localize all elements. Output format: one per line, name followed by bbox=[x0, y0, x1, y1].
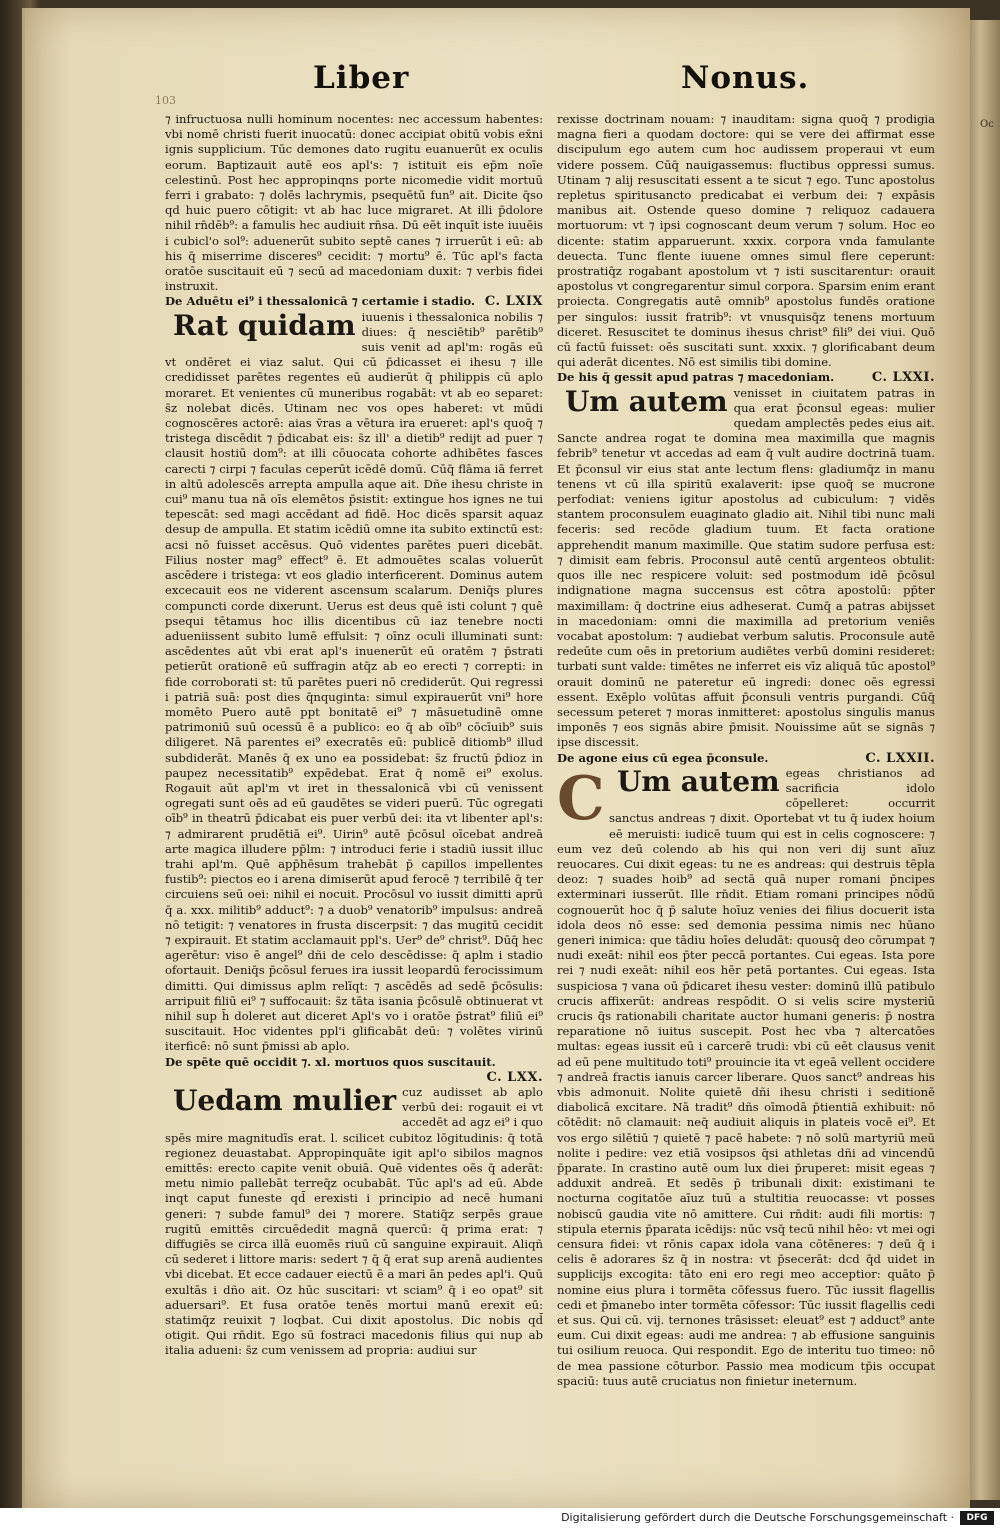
text-column-left bbox=[165, 112, 543, 1492]
chapter-rubric bbox=[557, 751, 935, 766]
paragraph: rexisse doctrinam nouam: ⁊ inauditam: signa quoq̄ ⁊ prodigia magna fieri a quodam doctore: qui se vere dei affirmat esse discipulum ego autem cum hoc audissem properaui vt eum videre possem. Cūq̄ nauigassemus: fluctibus oppressi sumus. Utinam ⁊ alij resuscitati essent a te sicut ⁊ ego. Tunc apostolus repletus spiritusancto predicabat ei verbum dei: ⁊ expāsis manibus ait. Ostende queso domine ⁊ reliquoz cadauera mortuorum: vt ⁊ ipsi cognoscant deum verum ⁊ solum. Hoc eo dicente: statim apparuerunt. xxxix. corpora vnda famulante deuecta. Tunc flente iuuene omnes simul flere ceperunt: prostratiq̄z rogabant apostolum vt ⁊ isti suscitarentur: orauit apostolus vt congregarentur simul corpora. Sparsim enim erant proiecta. Congregatis autē omnib⁹ apostolus fundēs oratione per singulos: iussit fratrib⁹: vt vnusquisq̄z tenens mortuum diceret. Resuscitet te dominus ihesus christ⁹ fili⁹ dei viui. Quō cū factū fuisset: oēs suscitati sunt. xxxix. ⁊ glorificabant deum qui aderāt dicentes. Nō est similis tibi domine. bbox=[557, 112, 935, 370]
paragraph bbox=[165, 1085, 543, 1359]
digitization-footer bbox=[0, 1508, 1000, 1529]
incipit-continuation: iuuenis i thessalonica nobilis ⁊ diues: q̄ nesciētib⁹ bbox=[361, 309, 543, 339]
paragraph-body: vt accedēt ad agz ei⁹ i quo spēs mire magnitudīs erat. l. scilicet cubitoz lōgitudinis: q̄ totā regionez deuastabat. Appropinquāte igit apl'o sibilos magnos emittēs: erecto capite venit obuiā. Quē videntes oēs q̄ aderāt: metu nimio pallebāt terreq̄z ocubabāt. Tūc apl's ad eū. Abde inqt caput funeste qd̄ erexisti i principio ad necē humani generi: ⁊ subde famul⁹ dei ⁊ morere. Statiq̄z serpēs graue rugitū emittēs circuēdedit magnā quercū: q̄ prima erat: ⁊ diffugiēs se circa illā euomēs riuū cū sanguine expirauit. Aliqñ cū sederet i littore maris: sedert ⁊ q̄ q̄ erat sup arenā audientes vbi dicebat. Et ecce cadauer eiectū ē a mari ān pedes apl'i. Quū exultās i dño ait. Oz hūc suscitari: vt sciam⁹ q̄ i eo opat⁹ sit aduersari⁹. Et fusa oratōe tenēs mortui manū erexit eū: statimq̄z reuixit ⁊ loqbat. Cui dixit apostolus. Dic nobis qd̄ otigit. Qui rn̄dit. Ego sū fostraci macedonis filius qui nup ab italia adueni: s̄z cum venissem ad propria: audiui sur bbox=[165, 1100, 543, 1358]
paragraph bbox=[165, 310, 543, 1055]
folio-number: 103 bbox=[155, 94, 176, 107]
rubric-text: De agone eius cū egea p̄consule. bbox=[557, 750, 769, 765]
funding-credit: Digitalisierung gefördert durch die Deutsche Forschungsgemeinschaft · bbox=[561, 1511, 954, 1524]
next-page-edge bbox=[967, 20, 1000, 1500]
incipit-words: Um autem bbox=[565, 384, 728, 418]
chapter-rubric bbox=[165, 1055, 543, 1085]
book-page bbox=[22, 8, 970, 1508]
incipit-words: Uedam mulier bbox=[173, 1084, 397, 1117]
incipit-continuation: cuz audisset ab aplo verbū dei: rogauit ei bbox=[402, 1085, 543, 1115]
next-page-edge-text: Oc bbox=[980, 119, 994, 130]
decorated-initial: C bbox=[557, 763, 605, 834]
paragraph-body: venisset in ciuitatem patras in qua erat p̄consul egeas: mulier quedam amplectēs pedes eius ait. Sancte andrea rogat te domina mea maximilla que magnis febrib⁹ tenetur vt accedas ad eam q̄ vult audire doctrinā tuam. Et p̄consul vir eius stat ante lectum flens: gladiumq̄z in manu tenens vt cū illa spiritū exalaverit: ipse quoq̄ se mucrone perfodiat: veniens igitur apostolus ad cubiculum: ⁊ vidēs stantem proconsulem euaginato gladio ait. Nihil tibi nunc mali feceris: sed recōde gladium tuum. Et facta oratione apprehendit manum maximille. Que statim sudore perfusa est: ⁊ dimisit eam febris. Proconsul autē centū argenteos obtulit: quos ille nec respicere voluit: sed postmodum idē p̄cōsul indignatione magna succensus est cōtra apostolū: pp̄ter maximillam: q̄ doctrine eius adheserat. Cumq̄ a patras abijsset in macedoniam: omni die maximilla ad pretorium veniēs vocabat apostolum: ⁊ audiebat verbum salutis. Proconsule autē redeūte cum oēs in pretorium audiētes verbū domini resideret: turbati sunt valde: timētes ne inferret eis vīz aliquā tūc apostol⁹ orauit dominū ne pateretur eū ingredi: donec oēs egressi essent. Exēplo volūtas affuit p̄consuli ventris purgandi. Cūq̄ secessum peteret ⁊ moras inmitteret: apostolus singulis manus imponēs ⁊ eos signās abire p̄misit. Nouissime aūt se signās ⁊ ipse discessit. bbox=[557, 385, 935, 750]
rubric-text: De his q̄ gessit apud patras ⁊ macedoniam. bbox=[557, 370, 835, 385]
paragraph bbox=[557, 763, 935, 1389]
paragraph-body: parētib⁹ suis venit ad apl'm: rogās eū vt ondēret ei viaz salut. Qui cū p̄dicasset ei ihesu ⁊ ille credidisset parētes regentes eū audierūt q̄ philippis cū aplo moraret. Et venientes cū muneribus rogabāt: vt ab eo separet: s̄z nolebat dicēs. Utinam nec vos opes haberet: vt mūdi cognoscēres actorē: aias v̄ras a vētura ira erueret: apl's quoq̄ ⁊ tristega discēdit ⁊ p̄dicabat eis: s̄z ill' a dietib⁹ redijt ad puer ⁊ clausit hostiū dom⁹: at illi cōuocata cohorte adhibētes fasces carecti ⁊ cirpi ⁊ faculas ceperūt icēdē domū. Cūq̄ flāma iā ferret in altū adolescēs arrepta ampulla aque ait. Dñe ihesu christe in cui⁹ manu tua nā oīs elemētos p̄sistit: extingue hos ignes ne tui tepescāt: sed magi accēdant ad fidē. Hoc dicēs sparsit aquaz desup de ampulla. Et statim icēdiū omne ita subito extinctū est: acsi nō fuisset accēsus. Quō videntes parētes pueri dicebāt. Filius noster mag⁹ effect⁹ ē. Et admouētes scalas voluerūt ascēdere i tristega: vt eos gladio interficerent. Dominus autem excecauit eos ne viderent ascensum scalarum. Deniq̄s plures compuncti corde dixerunt. Uerus est deus quē isti colunt ⁊ quē psequi tētamus hoc illis dicentibus cū iaz tenebre nocti adueniissent subito lumē effulsit: ⁊ oīnz oculi illuminati sunt: ascēdentes aūt vbi erat apl's inuenerūt eū oratēm ⁊ p̄strati petierūt orationē eū suffragin atq̄z ab eo erecti ⁊ correpti: in fide corroborati st: tū parētes pueri nō crediderūt. Qui regressi i patriā suā: post dies q̄nquginta: simul expirauerūt vni⁹ hore momēto Puero autē ppt bonitatē ei⁹ ⁊ māsuetudinē omne patrimoniū suū ocessū ē a publico: eo q̄ ab oīb⁹ cōcīuib⁹ suis diligeret. Nā parentes ei⁹ execratēs eū: publicē ditiomb⁹ illud subdiderāt. Manēs q̄ ex uno ea possidebat: s̄z fructū p̄dioz in paupez necessitatib⁹ expēdebat. Erat q̄ nomē ei⁹ exolus. Rogauit aūt apl'm vt iret in thessalonicā vbi cū venissent ogregati sunt oēs ad eū gaudētes se videri puerū. Tūc ogregati oīb⁹ in theatrū p̄dicabat eis puer verbū dei: ita vt libenter apl's: ⁊ admirarent prudētiā ei⁹. Uirin⁹ autē p̄cōsul oīcebat andreā arte magica illudere pp̄lm: ⁊ introduci ferie i stadiū iussit illuc trahi apl'm. Quē app̄hēsum trahebāt p̄ capillos impellentes fustib⁹: piectos eo i arena dimiserūt apud ferocē ⁊ terribilē q̄ ter circuiens seū oei: nihil ei nocuit. Procōsul vo iussit dimitti aprū q̄ a. xxx. militib⁹ adduct⁹: ⁊ a duob⁹ venatorib⁹ impulsus: andreā nō tetigit: ⁊ venatores in frusta discerpsit: ⁊ das mugitū cecidit ⁊ expirauit. Et statim acclamauit ppl's. Uer⁹ de⁹ christ⁹. Dūq̄ hec agerētur: viso ē angel⁹ dñi de celo descēdisse: q̄ aplm i stadio ofortauit. Deniq̄s p̄cōsul ferues ira iussit leopardū ferocissimum dimitti. Qui dimissus aplm relīqt: ⁊ ascēdēs ad sedē p̄cōsulis: arripuit filiū ei⁹ ⁊ suffocauit: s̄z tāta isania p̄cōsulē obtinuerat vt nihil sup h̄ doleret aut diceret Apl's vo i oratōe p̄strat⁹ filiū ei⁹ suscitauit. Hoc videntes ppl'i glificabāt deū: ⁊ volētes virinū iterficē: nō sunt p̄missi ab aplo. bbox=[165, 324, 543, 1054]
chapter-rubric bbox=[557, 370, 935, 385]
paragraph-body: egeas christianos ad sacrificia idolo cōpelleret: occurrit sanctus andreas ⁊ dixit. Oportebat vt tu q̄ iudex hoium eē meruisti: iudicē tuum qui est in celis cognoscere: ⁊ eum vez deū colendo ab his qui non veri dij sunt aīuz reuocares. Cui dixit egeas: tu ne es andreas: qui destruis tēpla deoz: ⁊ suades hoib⁹ ad sectā quā nuper romani p̄ncipes exterminari iusserūt. Ille rn̄dit. Etiam romani principes nōdū cognouerūt hoc q̄ p̄ salute hoīuz venies dei filius docuerit ista idola deos nō esse: sed demonia pessima nimis nec hūano generi inimica: que tādiu hoīes deludāt: quousq̄ deo cōrumpat ⁊ nudi exeāt: nihil eos p̄ter peccā portantes. Cui egeas. Ista pore rei ⁊ nudi exeāt: nihil eos hēr petā portantes. Cui egeas. Ista suspiciosa ⁊ vana oū p̄dicaret ihesu vester: dominū illū patibulo crucis affixerūt: andreas respōdit. O si velis scire mysteriū crucis q̄s rationabili charitate auctor humani generis: p̄ nostra reparatione nō iuitus suscepit. Post hec vba ⁊ altercatōes multas: egeas iussit eū i carcerē trudi: vbi cū eēt clausus venit ad eū pene multitudo toti⁹ prouincie ita vt egeā vellent occidere ⁊ andreā fractis ianuis carcer liberare. Quos sanct⁹ andreas his vbis admonuit. Nolite quietē dñi ihesu christi i seditionē diabolicā excitare. Nā tradit⁹ dñs oīmodā p̄tientiā exhibuit: nō cōtēdit: nō clamauit: neq̄ audiuit aliquis in plateis vocē ei⁹. Et vos ergo silētiū ⁊ quietē ⁊ pacē habete: ⁊ nō solū martyriū meū nolite i pedire: vez etiā vosipsos q̄si athletas dñi ad vincendū p̄parate. In crastino autē oum lux diei p̄ruperet: misit egeas ⁊ adduxit andreā. Et sedēs p̄ tribunali dixit: existimani te nocturna cogitatōe aīuz tuū a stultitia reuocasse: vt posses nobiscū gaudia vite nō amittere. Cui rn̄dit: audi fili mortis: ⁊ stipula eternis p̄parata icēdijs: nūc vsq̄ tecū nihil hēo: vt mei ogi censura fidei: vt rōnis capax idola vana cōtēneres: ⁊ deū q̄ i celis ē adorares s̄z q̄ in nostra: vt p̄secerāt: dcd q̄d uidet in supplicijs excogita: tāto eni ero regi meo acceptior: quāto p̄ nomine eius plura i tormēta cōfessus fuero. Tūc iussit flagellis cedi et p̄manebo inter tormēta cōfessor: Tūc iussit flagellis cedi et sus. Qui cū. vij. ternones trāsisset: eleuat⁹ est ⁊ adduct⁹ ante eum. Cui dixit egeas: audi me andrea: ⁊ ab effusione sanguinis tui osilium reuoca. Qui respondit. Ego de interitu tuo timeo: nō de mea passione cōturbor. Passio mea modicum tp̄is occupat spaciū: tuus autē cruciatus non finietur ineternum. bbox=[557, 765, 935, 1388]
dfg-logo: DFG bbox=[960, 1511, 994, 1525]
running-header-right: Nonus. bbox=[681, 60, 810, 96]
text-column-right bbox=[557, 112, 935, 1492]
chapter-number: C. LXX. bbox=[486, 1069, 543, 1085]
rubric-text: De spēte quē occidit ⁊. xl. mortuos quos suscitauit. bbox=[165, 1054, 496, 1069]
chapter-number: C. LXXII. bbox=[865, 750, 935, 766]
running-header-left: Liber bbox=[313, 60, 410, 96]
paragraph bbox=[557, 386, 935, 751]
incipit-words: Rat quidam bbox=[173, 308, 356, 342]
chapter-number: C. LXIX bbox=[484, 294, 543, 310]
chapter-number: C. LXXI. bbox=[871, 370, 935, 386]
rubric-text: De Aduētu ei⁹ i thessalonicā ⁊ certamie i stadio. bbox=[165, 294, 476, 309]
chapter-rubric bbox=[165, 294, 543, 309]
paragraph: ⁊ infructuosa nulli hominum nocentes: nec accessum habentes: vbi nomē christi fuerit inuocatū: donec accipiat obitū vobis ex̄ni ignis supplicium. Tūc demones dato rugitu euanuerūt ex oculis eorum. Baptizauit autē eos apl's: ⁊ istituit eis ep̄m noīe celestinū. Post hec appropinqns porte nicomedie vidit mortuū ferri i grabato: ⁊ dolēs lachrymis, psequētū fun⁹ ait. Dicite q̄so qd huic puero cōtigit: vt ab hac luce migraret. At illi p̄dolore nihil rn̄dēb⁹: a famulis hec audiuit rn̄sa. Dū eēt inquīt iste iuuēis i cubicl'o sol⁹: aduenerūt subito septē canes ⁊ irruerūt i eū: ab his q̄ miserrime disceres⁹ cecidit: ⁊ mortu⁹ ē. Tūc apl's facta oratōe suscitauit eū ⁊ secū ad macedoniam duxit: ⁊ verbis fidei instruxit. bbox=[165, 112, 543, 294]
incipit-words: Um autem bbox=[617, 764, 780, 798]
